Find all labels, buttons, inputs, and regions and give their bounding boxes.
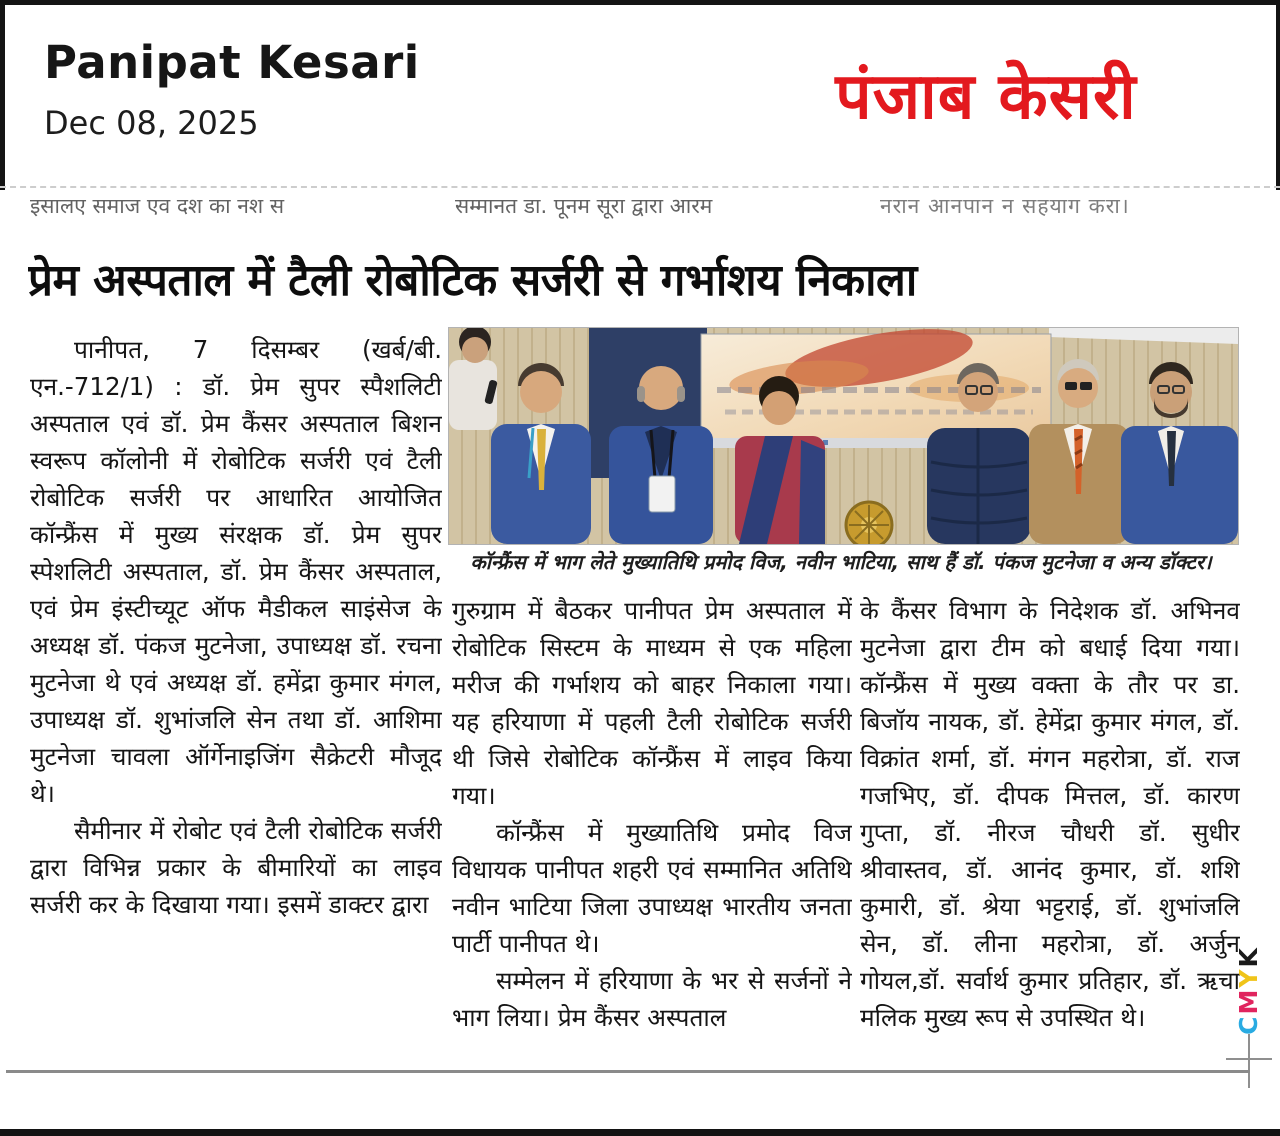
conference-photo-art bbox=[449, 328, 1238, 544]
paragraph: गुरुग्राम में बैठकर पानीपत प्रेम अस्पताल में रोबोटिक सिस्टम के माध्यम से एक महिला मरीज की गर्भाशय को बाहर निकाला गया। यह हरियाणा में पहली टैली रोबोटिक सर्जरी थी जिसे रोबोटिक कॉन्फ्रैंस में लाइव किया गया। bbox=[452, 596, 852, 810]
body-column-left bbox=[30, 331, 442, 1079]
paragraph: कॉन्फ्रैंस में मुख्यातिथि प्रमोद विज विधायक पानीपत शहरी एवं सम्मानित अतिथि नवीन भाटिया जिला उपाध्यक्ष भारतीय जनता पार्टी पानीपत थे। bbox=[452, 818, 852, 958]
cmyk-print-mark bbox=[1200, 942, 1280, 1038]
cmyk-letter-c: C bbox=[1233, 1014, 1263, 1035]
paragraph: सम्मेलन में हरियाणा के भर से सर्जनों ने भाग लिया। प्रेम कैंसर अस्पताल bbox=[452, 966, 852, 1032]
strip-fragment-left: इसालए समाज एव दश का नश स bbox=[30, 194, 285, 218]
body-column-right bbox=[860, 592, 1240, 1079]
photo-caption: कॉन्फ्रैंस में भाग लेते मुख्यातिथि प्रमोद विज, नवीन भाटिया, साथ हैं डॉ. पंकज मुटनेजा व अन्य डॉक्टर। bbox=[470, 550, 1212, 574]
punjab-kesari-logo: पंजाब केसरी bbox=[835, 60, 1137, 134]
strip-fragment-right: नरान आनपान न सहयाग करा। bbox=[880, 194, 1130, 218]
publication-title: Panipat Kesari bbox=[44, 36, 420, 89]
paragraph: सैमीनार में रोबोट एवं टैली रोबोटिक सर्जरी द्वारा विभिन्न प्रकार के बीमारियों का लाइव सर्जरी कर के दिखाया गया। इसमें डाक्टर द्वारा bbox=[30, 816, 442, 919]
conference-photo bbox=[448, 327, 1239, 545]
cmyk-letter-y: Y bbox=[1233, 967, 1263, 988]
publication-date: Dec 08, 2025 bbox=[44, 104, 259, 142]
frame-left-line bbox=[0, 0, 5, 190]
cmyk-letter-m: M bbox=[1233, 987, 1263, 1015]
paragraph: पानीपत, 7 दिसम्बर (खर्ब/बी. एन.-712/1) : डॉ. प्रेम सुपर स्पैशलिटी अस्पताल एवं डॉ. प्रेम कैंसर अस्पताल बिशन स्वरूप कॉलोनी में रोबोटिक सर्जरी एवं टैली रोबोटिक सर्जरी पर आधारित आयोजित कॉन्फ्रैंस में मुख्य संरक्षक डॉ. प्रेम सुपर स्पेशलिटी अस्पताल, डॉ. प्रेम कैंसर अस्पताल, एवं प्रेम इंस्टीच्यूट ऑफ मैडीकल साइंसेज के अध्यक्ष डॉ. पंकज मुटनेजा, उपाध्यक्ष डॉ. रचना मुटनेजा थे एवं अध्यक्ष डॉ. हमेंद्रा कुमार मंगल, उपाध्यक्ष डॉ. शुभांजलि सेन तथा डॉ. आशिमा मुटनेजा चावला ऑर्गेनाइजिंग सैक्रेटरी मौजूद थे। bbox=[30, 335, 442, 808]
cmyk-letters bbox=[1233, 946, 1262, 1035]
frame-right-line bbox=[1276, 0, 1280, 190]
frame-top-line bbox=[0, 0, 1280, 5]
header-separator bbox=[0, 186, 1280, 188]
paragraph: के कैंसर विभाग के निदेशक डॉ. अभिनव मुटनेजा द्वारा टीम को बधाई दिया गया। कॉन्फ्रैंस में मुख्य वक्ता के तौर पर डा. बिजॉय नायक, डॉ. हेमेंद्रा कुमार मंगल, डॉ. विक्रांत शर्मा, डॉ. मंगन महरोत्रा, डॉ. राज गजभिए, डॉ. दीपक मित्तल, डॉ. कारण गुप्ता, डॉ. नीरज चौधरी डॉ. सुधीर श्रीवास्तव, डॉ. आनंद कुमार, डॉ. शशि कुमारी, डॉ. श्रेया भट्टराई, डॉ. शुभांजलि सेन, डॉ. लीना महरोत्रा, डॉ. अर्जुन गोयल,डॉ. सर्वार्थ कुमार प्रतिहार, डॉ. ऋचा मलिक मुख्य रूप से उपस्थित थे। bbox=[860, 596, 1240, 1032]
body-column-middle bbox=[452, 592, 852, 1079]
bottom-rule bbox=[6, 1070, 1250, 1073]
bottom-black-bar bbox=[0, 1129, 1280, 1136]
registration-cross-horizontal bbox=[1226, 1058, 1272, 1060]
rotary-wheel-icon bbox=[846, 502, 892, 544]
registration-cross-vertical bbox=[1248, 1034, 1250, 1088]
article-headline: प्रेम अस्पताल में टैली रोबोटिक सर्जरी से गर्भाशय निकाला bbox=[28, 255, 917, 306]
strip-fragment-middle: सम्मानत डा. पूनम सूरा द्वारा आरम bbox=[455, 194, 713, 218]
cmyk-letter-k: K bbox=[1233, 945, 1263, 968]
